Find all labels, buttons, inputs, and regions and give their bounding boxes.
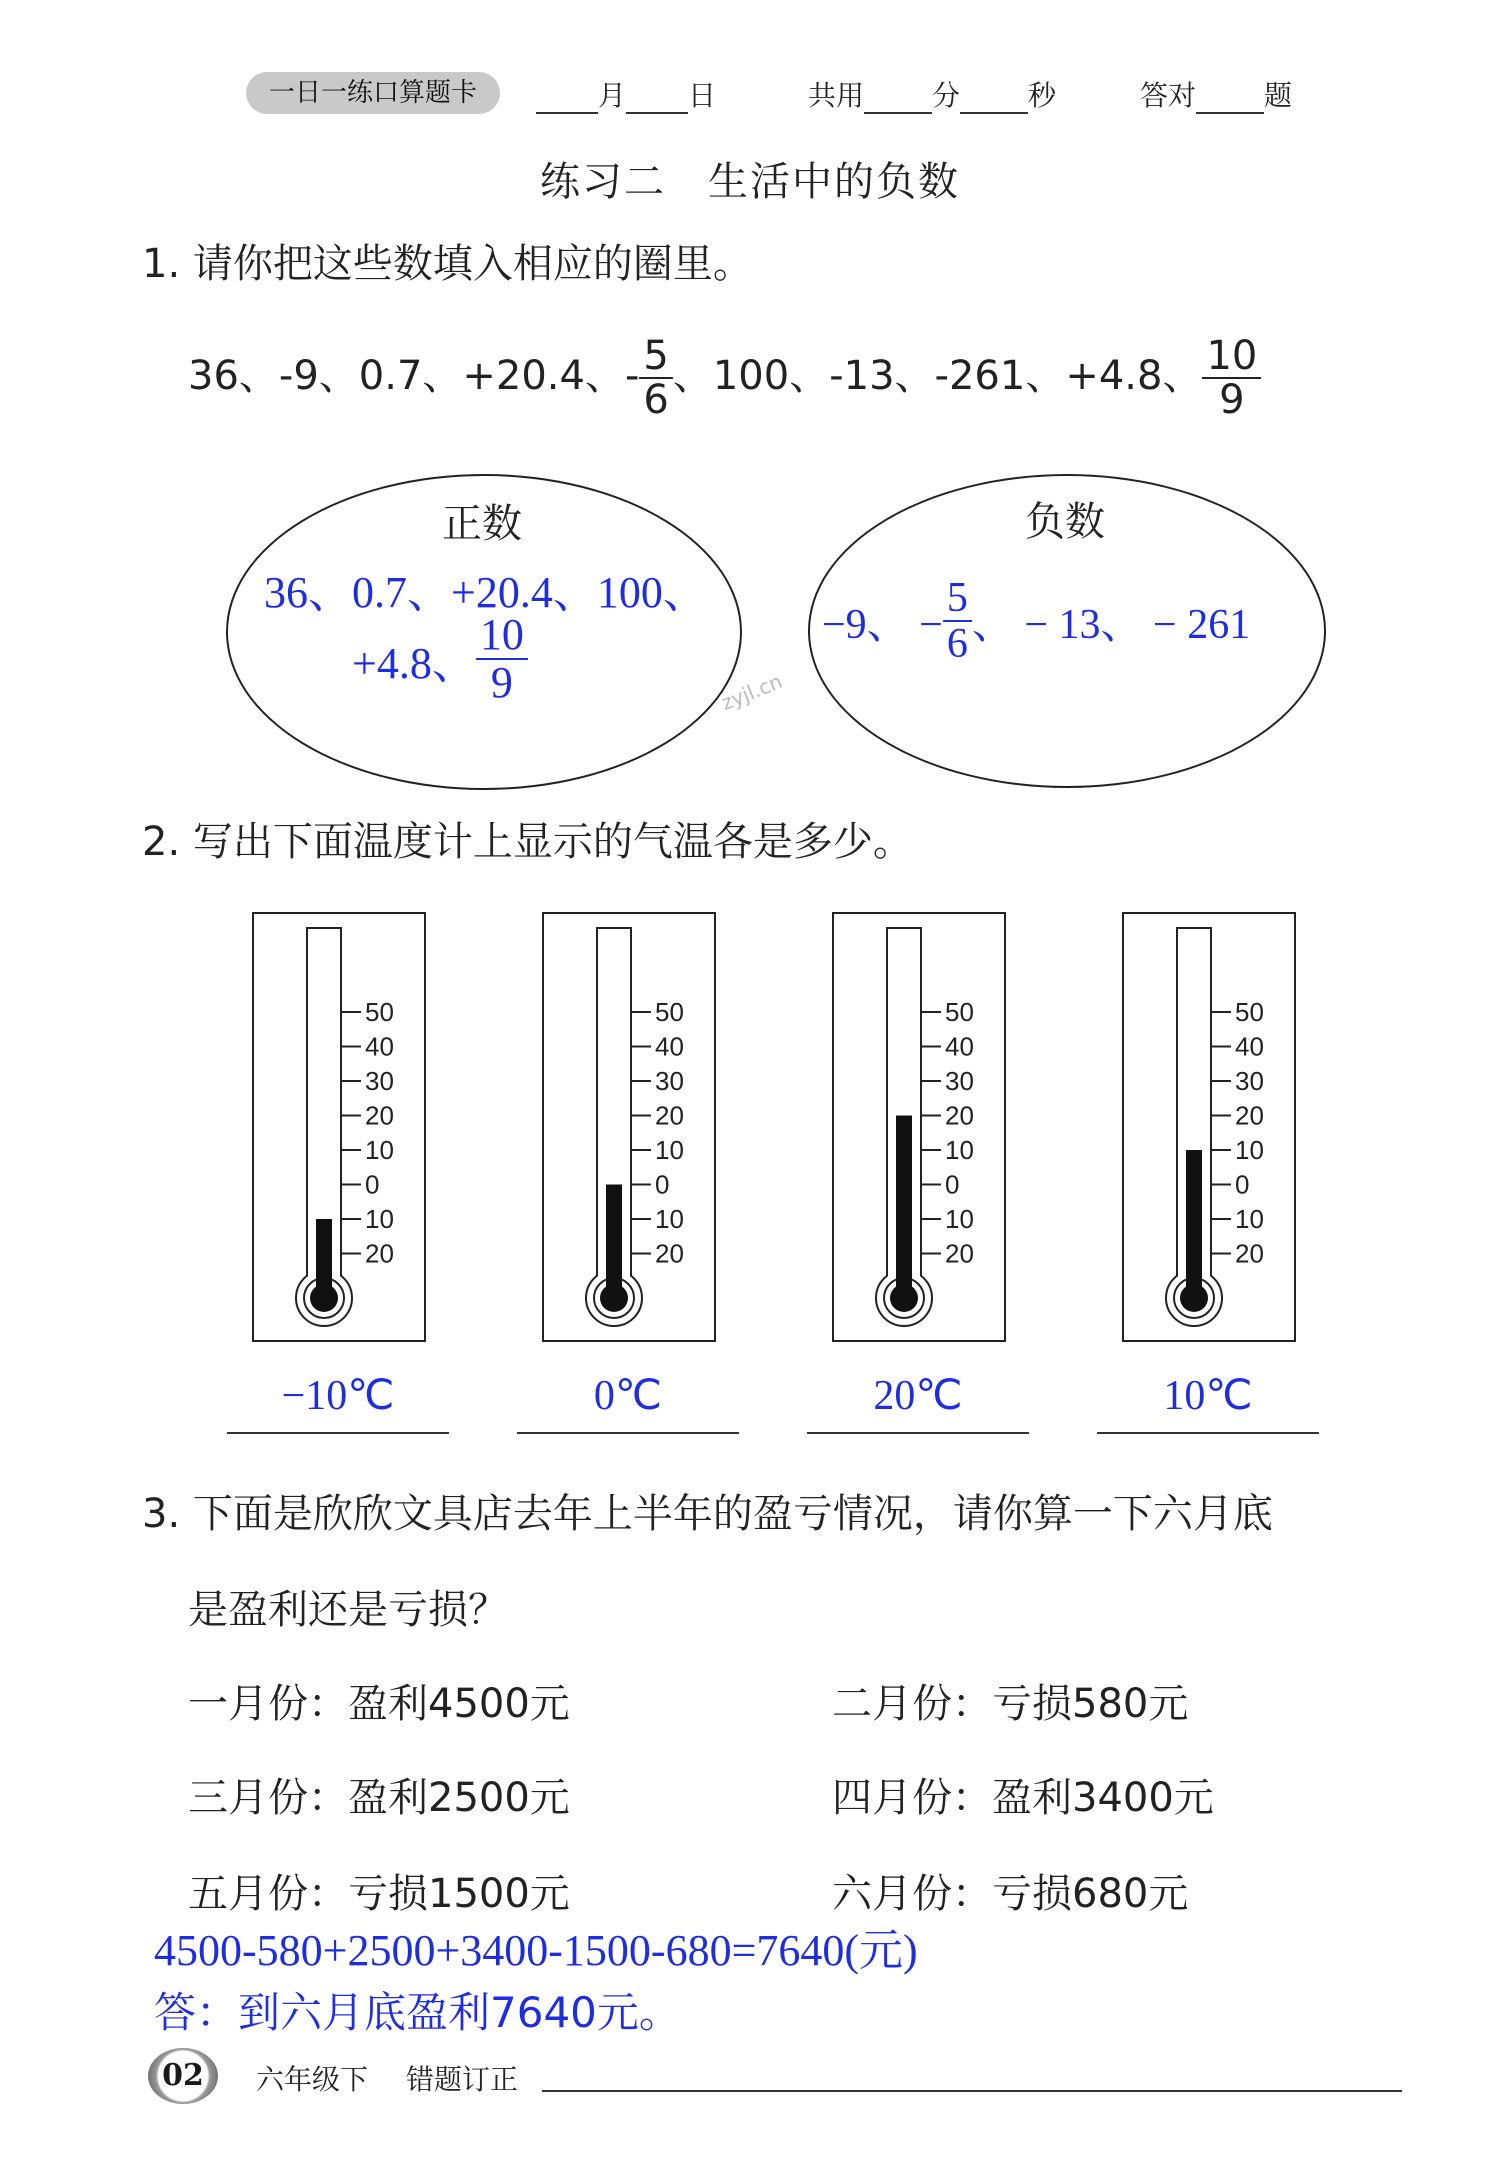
positive-label: 正数 [442, 501, 522, 547]
minute-blank[interactable] [864, 82, 932, 114]
q2-prompt: 2. 写出下面温度计上显示的气温各是多少。 [142, 819, 913, 865]
score-fields [1140, 74, 1292, 114]
page-number: 02 [148, 2048, 218, 2104]
temperature-answer-line[interactable] [227, 1432, 449, 1434]
time-fields [808, 74, 1056, 114]
scale-label: 50 [655, 997, 684, 1027]
used-label: 共用 [808, 79, 865, 112]
month-row-4: 四月份：盈利3400元 [832, 1775, 1214, 1821]
scale-label: 10 [365, 1135, 394, 1165]
date-fields [536, 74, 716, 114]
scale-label: 50 [1235, 997, 1264, 1027]
scale-label: 10 [1235, 1204, 1264, 1234]
positive-fraction [476, 612, 528, 706]
second-blank[interactable] [960, 82, 1028, 114]
negative-text-a: −9、 − [822, 602, 943, 649]
day-label: 日 [688, 79, 717, 112]
scale-label: 10 [945, 1135, 974, 1165]
scale-label: 40 [1235, 1031, 1264, 1062]
month-label: 月 [598, 79, 627, 112]
thermometer-2 [542, 912, 712, 1338]
scale-label: 20 [1235, 1100, 1264, 1131]
scale-label: 10 [1235, 1135, 1264, 1165]
numbers-part1: 36、-9、0.7、+20.4、- [188, 353, 640, 399]
scale-label: 40 [945, 1031, 974, 1062]
frac-numerator: 5 [639, 335, 672, 379]
day-blank[interactable] [626, 82, 688, 114]
calculation: 4500-580+2500+3400-1500-680=7640(元) [154, 1926, 918, 1975]
month-row-3: 三月份：盈利2500元 [188, 1775, 570, 1821]
correct-blank[interactable] [1196, 82, 1264, 114]
month-row-1: 一月份：盈利4500元 [188, 1681, 570, 1727]
scale-label: 20 [655, 1238, 684, 1269]
q3-prompt-line2: 是盈利还是亏损？ [188, 1587, 508, 1633]
page-title: 练习二 生活中的负数 [540, 159, 960, 205]
temperature-answer: −10℃ [281, 1373, 395, 1419]
positive-text: +4.8、 [352, 639, 476, 689]
frac-denominator: 6 [946, 621, 968, 668]
month-row-5: 五月份：亏损1500元 [188, 1871, 570, 1917]
scale-label: 40 [655, 1031, 684, 1062]
grade-label: 六年级下 [256, 2063, 369, 2096]
q1-numbers [188, 335, 1261, 421]
scale-label: 10 [365, 1204, 394, 1234]
frac-numerator: 5 [943, 576, 972, 622]
temperature-answer-line[interactable] [807, 1432, 1029, 1434]
scale-label: 20 [365, 1238, 394, 1269]
scale-label: 20 [945, 1100, 974, 1131]
negative-fraction [943, 576, 972, 666]
month-row-2: 二月份：亏损580元 [832, 1681, 1189, 1727]
temperature-answer-line[interactable] [1097, 1432, 1319, 1434]
positive-answer-line2 [352, 612, 528, 706]
frac-denominator: 6 [643, 377, 669, 423]
mercury-column [1186, 1150, 1202, 1298]
temperature-answer: 10℃ [1163, 1373, 1253, 1419]
watermark: zyjl.cn [717, 668, 786, 716]
second-label: 秒 [1028, 79, 1057, 112]
scale-label: 10 [945, 1204, 974, 1234]
thermometer-4 [1122, 912, 1292, 1338]
scale-label: 20 [945, 1238, 974, 1269]
scale-label: 30 [365, 1066, 394, 1096]
correction-line[interactable] [542, 2090, 1402, 2092]
thermometer-1 [252, 912, 422, 1338]
month-row-6: 六月份：亏损680元 [832, 1871, 1189, 1917]
temperature-answer-line[interactable] [517, 1432, 739, 1434]
temperature-answer: 20℃ [873, 1373, 963, 1419]
thermometer-3 [832, 912, 1002, 1338]
negative-answer [822, 576, 1250, 666]
frac-denominator: 9 [1219, 377, 1245, 423]
scale-label: 40 [365, 1031, 394, 1062]
mercury-column [896, 1116, 912, 1299]
correct-label: 答对 [1140, 79, 1197, 112]
final-answer: 答：到六月底盈利7640元。 [154, 1988, 681, 2037]
month-blank[interactable] [536, 82, 598, 114]
scale-label: 0 [945, 1169, 960, 1200]
scale-label: 50 [945, 997, 974, 1027]
scale-label: 30 [1235, 1066, 1264, 1096]
frac-numerator: 10 [476, 612, 528, 660]
scale-label: 30 [945, 1066, 974, 1096]
scale-label: 0 [1235, 1169, 1250, 1200]
frac-denominator: 9 [490, 658, 513, 708]
negative-text-b: 、 − 13、 − 261 [971, 602, 1251, 649]
correction-label: 错题订正 [406, 2063, 519, 2096]
header-badge: 一日一练口算题卡 [246, 72, 500, 114]
q3-prompt-line1: 3. 下面是欣欣文具店去年上半年的盈亏情况，请你算一下六月底 [142, 1491, 1273, 1537]
scale-label: 30 [655, 1066, 684, 1096]
scale-label: 50 [365, 997, 394, 1027]
scale-label: 10 [655, 1204, 684, 1234]
scale-label: 20 [1235, 1238, 1264, 1269]
scale-label: 0 [365, 1169, 380, 1200]
frac-numerator: 10 [1202, 335, 1261, 379]
mercury-column [606, 1185, 622, 1299]
scale-label: 10 [655, 1135, 684, 1165]
fraction-5-6 [639, 335, 672, 421]
positive-answer-line1: 36、0.7、+20.4、100、 [264, 568, 707, 617]
q1-prompt: 1. 请你把这些数填入相应的圈里。 [142, 241, 753, 287]
scale-label: 20 [655, 1100, 684, 1131]
questions-label: 题 [1264, 79, 1293, 112]
scale-label: 0 [655, 1169, 670, 1200]
minute-label: 分 [932, 79, 961, 112]
scale-label: 20 [365, 1100, 394, 1131]
temperature-answer: 0℃ [593, 1373, 663, 1419]
negative-label: 负数 [1025, 499, 1105, 545]
mercury-column [316, 1219, 332, 1298]
numbers-part2: 、100、-13、-261、+4.8、 [672, 353, 1203, 399]
fraction-10-9 [1202, 335, 1261, 421]
